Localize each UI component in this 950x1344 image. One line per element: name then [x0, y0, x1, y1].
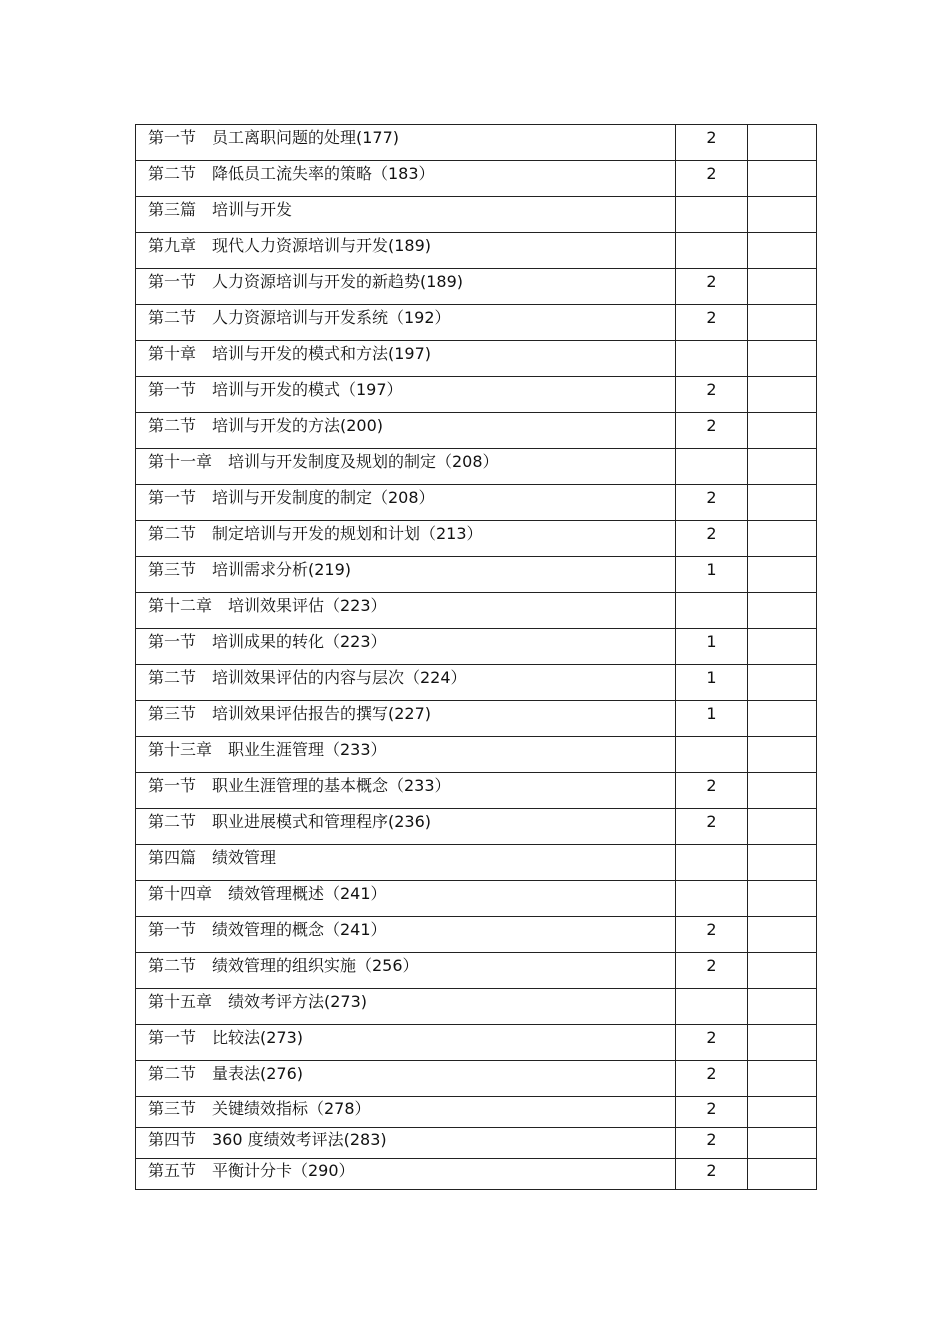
row-blank-cell [748, 305, 817, 341]
row-blank-cell [748, 773, 817, 809]
row-blank-cell [748, 701, 817, 737]
row-blank-cell [748, 1128, 817, 1159]
row-blank-cell [748, 413, 817, 449]
table-row [136, 737, 817, 773]
row-title: 第十三章 职业生涯管理（233） [136, 737, 676, 773]
table-row [136, 341, 817, 377]
row-title: 第三节 培训效果评估报告的撰写(227) [136, 701, 676, 737]
table-row [136, 305, 817, 341]
row-hours: 2 [676, 377, 748, 413]
row-blank-cell [748, 593, 817, 629]
row-hours: 2 [676, 1097, 748, 1128]
table-row [136, 1128, 817, 1159]
row-hours: 2 [676, 485, 748, 521]
row-title: 第三节 培训需求分析(219) [136, 557, 676, 593]
table-row [136, 1097, 817, 1128]
row-title: 第三篇 培训与开发 [136, 197, 676, 233]
toc-table [135, 124, 817, 1190]
row-hours [676, 197, 748, 233]
row-hours: 2 [676, 953, 748, 989]
row-title: 第四节 360 度绩效考评法(283) [136, 1128, 676, 1159]
row-blank-cell [748, 233, 817, 269]
row-title: 第二节 人力资源培训与开发系统（192） [136, 305, 676, 341]
row-title: 第十二章 培训效果评估（223） [136, 593, 676, 629]
table-row [136, 989, 817, 1025]
row-blank-cell [748, 989, 817, 1025]
row-title: 第一节 培训与开发制度的制定（208） [136, 485, 676, 521]
row-blank-cell [748, 1097, 817, 1128]
row-title: 第二节 培训与开发的方法(200) [136, 413, 676, 449]
row-title: 第五节 平衡计分卡（290） [136, 1159, 676, 1190]
row-hours: 1 [676, 701, 748, 737]
table-row [136, 233, 817, 269]
row-title: 第二节 降低员工流失率的策略（183） [136, 161, 676, 197]
table-row [136, 413, 817, 449]
row-title: 第一节 培训与开发的模式（197） [136, 377, 676, 413]
table-row [136, 809, 817, 845]
row-blank-cell [748, 629, 817, 665]
row-hours: 2 [676, 521, 748, 557]
table-row [136, 1061, 817, 1097]
row-hours: 2 [676, 1025, 748, 1061]
row-blank-cell [748, 1159, 817, 1190]
table-row [136, 845, 817, 881]
table-row [136, 197, 817, 233]
row-title: 第一节 绩效管理的概念（241） [136, 917, 676, 953]
row-hours [676, 737, 748, 773]
table-row [136, 377, 817, 413]
row-blank-cell [748, 449, 817, 485]
table-row [136, 1025, 817, 1061]
table-row [136, 593, 817, 629]
table-row [136, 881, 817, 917]
row-title: 第二节 绩效管理的组织实施（256） [136, 953, 676, 989]
row-title: 第十章 培训与开发的模式和方法(197) [136, 341, 676, 377]
row-blank-cell [748, 881, 817, 917]
row-hours [676, 449, 748, 485]
row-hours [676, 881, 748, 917]
table-row [136, 125, 817, 161]
row-hours: 2 [676, 305, 748, 341]
row-blank-cell [748, 1061, 817, 1097]
row-title: 第二节 职业进展模式和管理程序(236) [136, 809, 676, 845]
row-blank-cell [748, 485, 817, 521]
table-row [136, 665, 817, 701]
table-row [136, 449, 817, 485]
row-blank-cell [748, 557, 817, 593]
row-blank-cell [748, 809, 817, 845]
table-row [136, 1159, 817, 1190]
row-hours: 2 [676, 1061, 748, 1097]
row-blank-cell [748, 521, 817, 557]
row-title: 第三节 关键绩效指标（278） [136, 1097, 676, 1128]
row-title: 第一节 培训成果的转化（223） [136, 629, 676, 665]
row-blank-cell [748, 917, 817, 953]
row-title: 第二节 量表法(276) [136, 1061, 676, 1097]
row-title: 第十四章 绩效管理概述（241） [136, 881, 676, 917]
table-row [136, 161, 817, 197]
table-row [136, 701, 817, 737]
table-row [136, 557, 817, 593]
row-hours: 2 [676, 125, 748, 161]
row-hours: 2 [676, 773, 748, 809]
row-blank-cell [748, 197, 817, 233]
row-title: 第一节 人力资源培训与开发的新趋势(189) [136, 269, 676, 305]
row-blank-cell [748, 737, 817, 773]
row-hours: 1 [676, 665, 748, 701]
row-title: 第二节 培训效果评估的内容与层次（224） [136, 665, 676, 701]
row-hours: 2 [676, 917, 748, 953]
row-title: 第一节 比较法(273) [136, 1025, 676, 1061]
row-blank-cell [748, 953, 817, 989]
table-row [136, 629, 817, 665]
toc-body [136, 125, 817, 1190]
row-hours [676, 989, 748, 1025]
row-blank-cell [748, 269, 817, 305]
row-hours: 2 [676, 809, 748, 845]
row-blank-cell [748, 665, 817, 701]
row-hours: 2 [676, 1128, 748, 1159]
row-title: 第九章 现代人力资源培训与开发(189) [136, 233, 676, 269]
row-title: 第四篇 绩效管理 [136, 845, 676, 881]
table-row [136, 773, 817, 809]
row-hours [676, 845, 748, 881]
row-blank-cell [748, 161, 817, 197]
row-hours [676, 341, 748, 377]
row-hours: 2 [676, 413, 748, 449]
row-title: 第二节 制定培训与开发的规划和计划（213） [136, 521, 676, 557]
table-row [136, 485, 817, 521]
row-hours: 1 [676, 557, 748, 593]
row-hours: 1 [676, 629, 748, 665]
table-row [136, 521, 817, 557]
row-blank-cell [748, 341, 817, 377]
table-row [136, 953, 817, 989]
row-title: 第十一章 培训与开发制度及规划的制定（208） [136, 449, 676, 485]
table-row [136, 269, 817, 305]
row-hours: 2 [676, 269, 748, 305]
row-title: 第一节 员工离职问题的处理(177) [136, 125, 676, 161]
row-hours: 2 [676, 161, 748, 197]
row-title: 第一节 职业生涯管理的基本概念（233） [136, 773, 676, 809]
row-title: 第十五章 绩效考评方法(273) [136, 989, 676, 1025]
table-row [136, 917, 817, 953]
row-hours [676, 593, 748, 629]
row-hours: 2 [676, 1159, 748, 1190]
row-blank-cell [748, 845, 817, 881]
row-blank-cell [748, 377, 817, 413]
row-hours [676, 233, 748, 269]
row-blank-cell [748, 125, 817, 161]
row-blank-cell [748, 1025, 817, 1061]
